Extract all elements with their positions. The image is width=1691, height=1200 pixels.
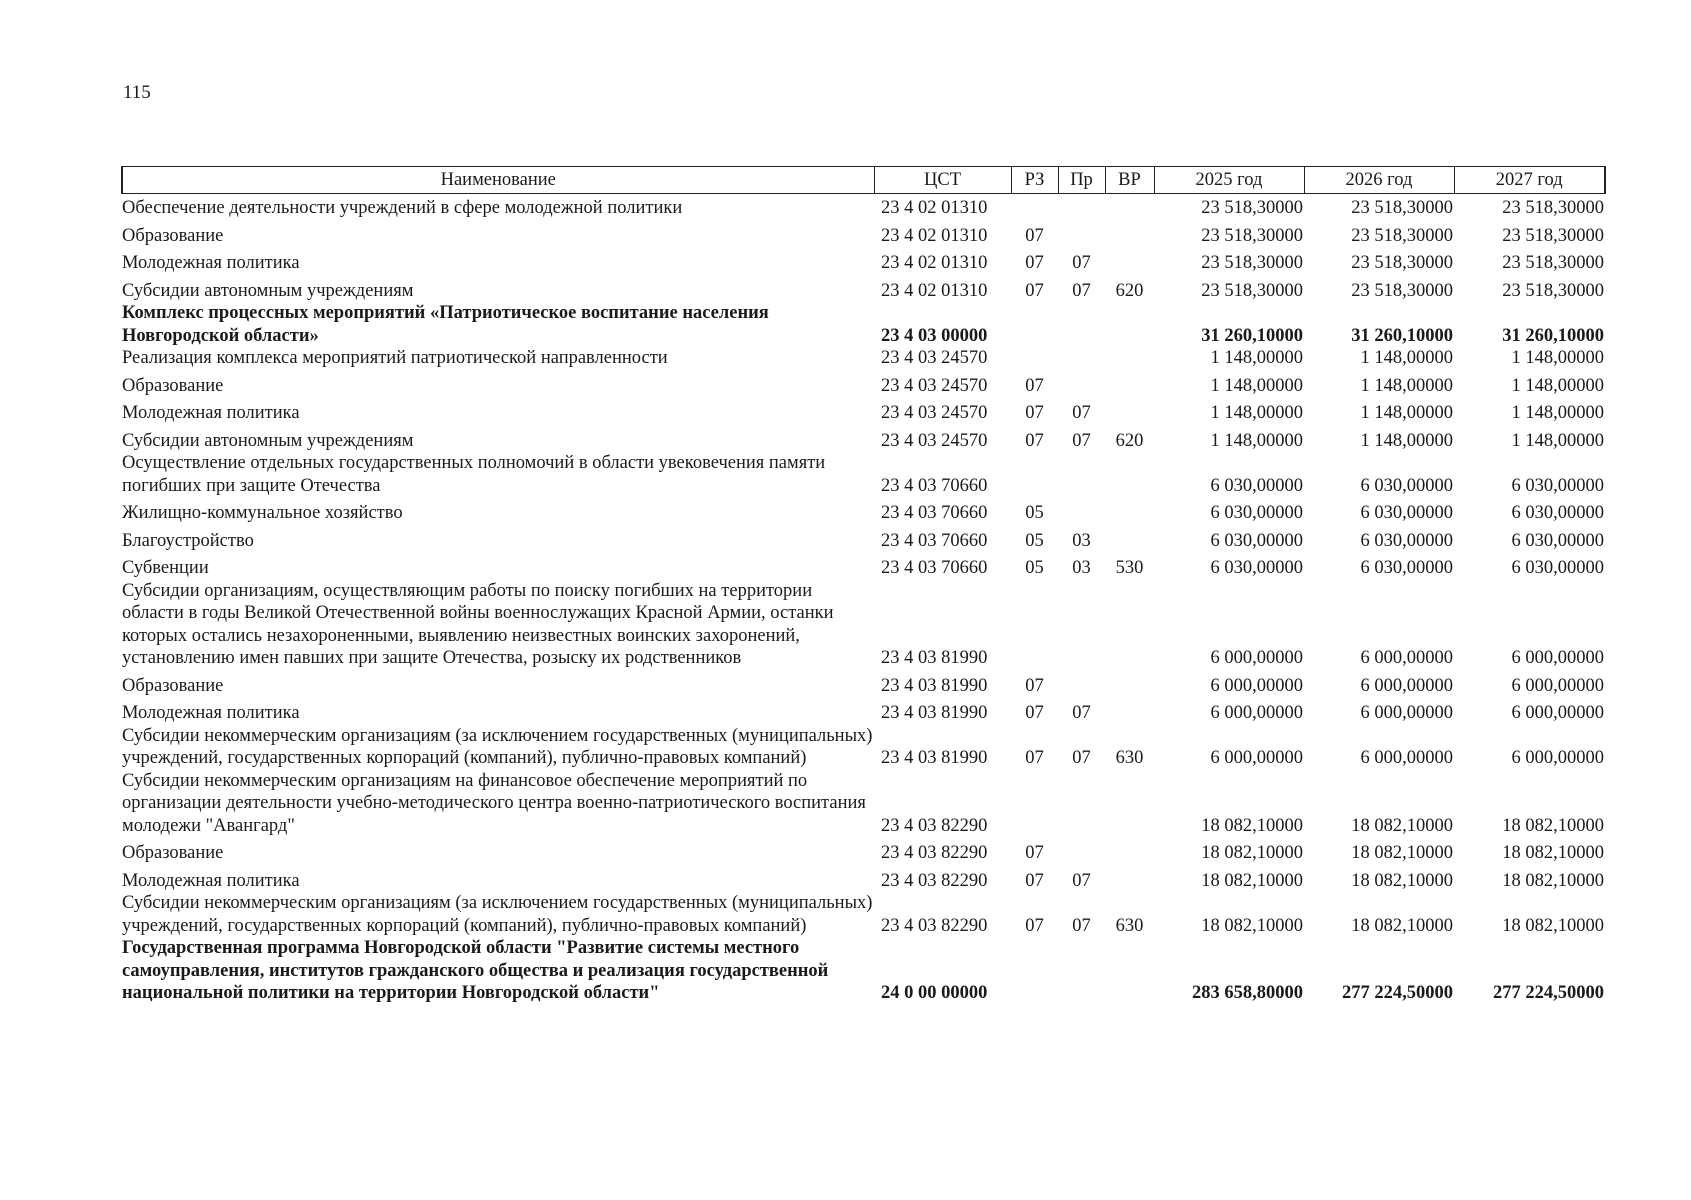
- row-vr: [1105, 302, 1154, 347]
- row-pr: 03: [1072, 558, 1091, 578]
- table-row: [122, 452, 1605, 497]
- row-value-2025: 18 082,10000: [1201, 915, 1303, 936]
- table-row: [122, 397, 1605, 425]
- row-value-2027: 31 260,10000: [1502, 325, 1604, 346]
- table-row: [122, 425, 1605, 453]
- row-vr: 530: [1115, 558, 1144, 578]
- row-cst: 23 4 03 81990: [881, 703, 988, 723]
- row-value-2025: 18 082,10000: [1201, 815, 1303, 836]
- row-value-2025: 18 082,10000: [1201, 870, 1303, 891]
- row-value-2025: 6 030,00000: [1210, 558, 1303, 578]
- row-pr: 07: [1072, 915, 1091, 936]
- row-name: Молодежная политика: [122, 703, 300, 723]
- row-value-2027: 6 030,00000: [1511, 558, 1604, 578]
- row-vr: [1105, 580, 1154, 670]
- row-pr: [1058, 580, 1105, 670]
- row-value-2027: 6 000,00000: [1511, 748, 1604, 768]
- row-rz: [1011, 580, 1058, 670]
- row-value-2026: 6 030,00000: [1360, 558, 1453, 578]
- table-row: [122, 275, 1605, 303]
- row-cst: 23 4 03 70660: [881, 530, 988, 551]
- row-value-2027: 277 224,50000: [1493, 983, 1604, 1003]
- table-row: [122, 370, 1605, 398]
- row-cst: 23 4 03 81990: [881, 748, 988, 768]
- row-value-2026: 18 082,10000: [1351, 815, 1453, 836]
- row-value-2025: 6 000,00000: [1210, 703, 1303, 723]
- table-row: [122, 525, 1605, 553]
- row-value-2025: 1 148,00000: [1210, 430, 1303, 451]
- row-pr: 03: [1072, 530, 1091, 551]
- row-pr: 07: [1072, 748, 1091, 768]
- row-value-2027: 18 082,10000: [1502, 815, 1604, 836]
- table-row: [122, 220, 1605, 248]
- table-row: [122, 697, 1605, 725]
- row-pr: 07: [1072, 430, 1091, 451]
- row-value-2027: 23 518,30000: [1502, 253, 1604, 273]
- row-vr: [1105, 865, 1154, 893]
- row-name: Комплекс процессных мероприятий «Патриотическое воспитание населения Новгородской области»: [122, 303, 769, 346]
- row-value-2025: 6 000,00000: [1210, 748, 1303, 768]
- row-rz: 07: [1025, 870, 1044, 891]
- row-pr: [1058, 194, 1105, 220]
- row-value-2025: 6 000,00000: [1210, 648, 1303, 668]
- row-pr: 07: [1072, 703, 1091, 723]
- header-vr: ВР: [1105, 167, 1154, 194]
- row-vr: 630: [1115, 915, 1144, 936]
- row-value-2026: 23 518,30000: [1351, 253, 1453, 273]
- row-name: Молодежная политика: [122, 870, 300, 891]
- row-vr: [1105, 452, 1154, 497]
- row-name: Осуществление отдельных государственных полномочий в области увековечения памяти погибших при защите Отечества: [122, 453, 826, 496]
- row-rz: [1011, 194, 1058, 220]
- row-vr: [1105, 697, 1154, 725]
- row-value-2026: 6 030,00000: [1360, 503, 1453, 523]
- row-rz: 05: [1025, 558, 1044, 578]
- table-row: [122, 347, 1605, 370]
- row-value-2027: 6 000,00000: [1511, 703, 1604, 723]
- table-row: [122, 770, 1605, 838]
- row-rz: [1011, 302, 1058, 347]
- row-pr: [1058, 220, 1105, 248]
- header-name: Наименование: [122, 167, 874, 194]
- row-rz: 07: [1025, 403, 1044, 423]
- row-vr: [1105, 397, 1154, 425]
- row-value-2025: 23 518,30000: [1201, 280, 1303, 301]
- table-row: [122, 670, 1605, 698]
- row-pr: [1058, 302, 1105, 347]
- row-value-2026: 6 000,00000: [1360, 648, 1453, 668]
- row-rz: 05: [1025, 530, 1044, 551]
- page-number: 115: [123, 82, 151, 103]
- row-vr: 620: [1115, 430, 1144, 451]
- row-vr: [1105, 837, 1154, 865]
- row-name: Субсидии некоммерческим организациям на финансовое обеспечение мероприятий по организации деятельности учебно-методического центра военно-патриотического воспитания молодежи "Авангард": [122, 770, 866, 836]
- header-2027: 2027 год: [1454, 167, 1605, 194]
- row-value-2027: 6 030,00000: [1511, 530, 1604, 551]
- row-value-2026: 23 518,30000: [1351, 198, 1453, 218]
- row-pr: [1058, 370, 1105, 398]
- row-name: Обеспечение деятельности учреждений в сфере молодежной политики: [122, 198, 683, 218]
- row-cst: 23 4 03 24570: [881, 403, 988, 423]
- table-row: [122, 302, 1605, 347]
- row-name: Субсидии некоммерческим организациям (за исключением государственных (муниципальных) учреждений, государственных корпораций (компаний), публично-правовых компаний): [122, 725, 873, 768]
- row-vr: [1105, 937, 1154, 1005]
- row-vr: [1105, 247, 1154, 275]
- row-cst: 23 4 03 70660: [881, 558, 988, 578]
- row-cst: 23 4 03 82290: [881, 815, 988, 836]
- row-pr: 07: [1072, 870, 1091, 891]
- row-name: Субсидии некоммерческим организациям (за исключением государственных (муниципальных) учреждений, государственных корпораций (компаний), публично-правовых компаний): [122, 893, 873, 936]
- row-rz: 07: [1025, 675, 1044, 696]
- row-value-2026: 23 518,30000: [1351, 280, 1453, 301]
- row-rz: 07: [1025, 430, 1044, 451]
- row-rz: 07: [1025, 375, 1044, 396]
- row-cst: 23 4 03 24570: [881, 430, 988, 451]
- row-rz: 07: [1025, 703, 1044, 723]
- row-cst: 23 4 03 00000: [881, 325, 988, 346]
- row-value-2026: 1 148,00000: [1360, 403, 1453, 423]
- row-vr: [1105, 770, 1154, 838]
- row-value-2025: 31 260,10000: [1201, 325, 1303, 346]
- row-name: Субвенции: [122, 558, 209, 578]
- row-pr: [1058, 937, 1105, 1005]
- row-name: Молодежная политика: [122, 403, 300, 423]
- row-value-2027: 18 082,10000: [1502, 843, 1604, 863]
- row-value-2026: 23 518,30000: [1351, 225, 1453, 246]
- row-value-2025: 1 148,00000: [1210, 403, 1303, 423]
- row-value-2026: 6 030,00000: [1360, 530, 1453, 551]
- row-value-2027: 18 082,10000: [1502, 870, 1604, 891]
- row-cst: 23 4 02 01310: [881, 225, 988, 246]
- row-rz: [1011, 937, 1058, 1005]
- row-value-2027: 6 000,00000: [1511, 675, 1604, 696]
- row-value-2027: 1 148,00000: [1511, 430, 1604, 451]
- row-name: Образование: [122, 225, 224, 246]
- row-value-2026: 6 000,00000: [1360, 748, 1453, 768]
- header-pr: Пр: [1058, 167, 1105, 194]
- row-value-2027: 1 148,00000: [1511, 403, 1604, 423]
- row-cst: 24 0 00 00000: [881, 983, 988, 1003]
- row-cst: 23 4 03 82290: [881, 843, 988, 863]
- table-row: [122, 552, 1605, 580]
- table-row: [122, 937, 1605, 1005]
- row-pr: [1058, 670, 1105, 698]
- row-cst: 23 4 03 24570: [881, 375, 988, 396]
- row-cst: 23 4 02 01310: [881, 280, 988, 301]
- row-name: Субсидии автономным учреждениям: [122, 280, 414, 301]
- row-cst: 23 4 03 24570: [881, 348, 988, 368]
- header-2026: 2026 год: [1304, 167, 1454, 194]
- row-value-2027: 1 148,00000: [1511, 375, 1604, 396]
- row-name: Субсидии организациям, осуществляющим работы по поиску погибших на территории области в годы Великой Отечественной войны военнослужащих Красной Армии, останки которых остались незахороненными, выявлению неизвестных воинских захоронений, установлению имен павших при защите Отечества, розыску их родственников: [122, 580, 834, 668]
- row-pr: 07: [1072, 253, 1091, 273]
- table-header: [122, 167, 1605, 194]
- header-2025: 2025 год: [1154, 167, 1304, 194]
- row-value-2027: 23 518,30000: [1502, 280, 1604, 301]
- row-vr: [1105, 497, 1154, 525]
- row-name: Образование: [122, 675, 224, 696]
- row-name: Молодежная политика: [122, 253, 300, 273]
- row-vr: [1105, 670, 1154, 698]
- row-pr: 07: [1072, 403, 1091, 423]
- table-row: [122, 892, 1605, 937]
- row-value-2026: 31 260,10000: [1351, 325, 1453, 346]
- row-value-2027: 23 518,30000: [1502, 225, 1604, 246]
- row-name: Образование: [122, 375, 224, 396]
- row-value-2026: 18 082,10000: [1351, 843, 1453, 863]
- row-pr: [1058, 347, 1105, 370]
- row-value-2026: 1 148,00000: [1360, 430, 1453, 451]
- row-name: Реализация комплекса мероприятий патриотической направленности: [122, 348, 668, 368]
- row-rz: [1011, 347, 1058, 370]
- row-value-2027: 18 082,10000: [1502, 915, 1604, 936]
- row-value-2026: 6 000,00000: [1360, 703, 1453, 723]
- row-rz: 07: [1025, 843, 1044, 863]
- row-name: Образование: [122, 843, 224, 863]
- row-value-2027: 1 148,00000: [1511, 348, 1604, 368]
- row-name: Субсидии автономным учреждениям: [122, 430, 414, 451]
- row-value-2026: 6 030,00000: [1360, 475, 1453, 496]
- row-value-2027: 23 518,30000: [1502, 198, 1604, 218]
- row-value-2025: 23 518,30000: [1201, 198, 1303, 218]
- row-value-2026: 1 148,00000: [1360, 348, 1453, 368]
- row-cst: 23 4 03 82290: [881, 915, 988, 936]
- row-value-2025: 6 000,00000: [1210, 675, 1303, 696]
- row-vr: 620: [1115, 280, 1144, 301]
- row-value-2025: 18 082,10000: [1201, 843, 1303, 863]
- row-value-2027: 6 000,00000: [1511, 648, 1604, 668]
- row-rz: 07: [1025, 225, 1044, 246]
- table-row: [122, 837, 1605, 865]
- row-value-2026: 18 082,10000: [1351, 915, 1453, 936]
- row-cst: 23 4 03 70660: [881, 475, 988, 496]
- row-rz: 07: [1025, 253, 1044, 273]
- row-value-2026: 6 000,00000: [1360, 675, 1453, 696]
- table-body: [122, 194, 1605, 1005]
- row-vr: [1105, 220, 1154, 248]
- row-rz: 07: [1025, 915, 1044, 936]
- row-value-2026: 18 082,10000: [1351, 870, 1453, 891]
- row-rz: 07: [1025, 748, 1044, 768]
- header-cst: ЦСТ: [874, 167, 1011, 194]
- row-value-2025: 6 030,00000: [1210, 530, 1303, 551]
- row-value-2025: 283 658,80000: [1192, 983, 1303, 1003]
- row-value-2027: 6 030,00000: [1511, 503, 1604, 523]
- table-row: [122, 725, 1605, 770]
- row-pr: 07: [1072, 280, 1091, 301]
- table-row: [122, 247, 1605, 275]
- row-cst: 23 4 03 82290: [881, 870, 988, 891]
- row-cst: 23 4 03 81990: [881, 648, 988, 668]
- row-vr: 630: [1115, 748, 1144, 768]
- row-cst: 23 4 02 01310: [881, 198, 988, 218]
- row-name: Благоустройство: [122, 530, 254, 551]
- budget-table: [121, 166, 1606, 1005]
- table-row: [122, 194, 1605, 220]
- row-value-2025: 6 030,00000: [1210, 503, 1303, 523]
- row-cst: 23 4 02 01310: [881, 253, 988, 273]
- row-name: Жилищно-коммунальное хозяйство: [122, 503, 403, 523]
- row-vr: [1105, 347, 1154, 370]
- row-value-2025: 1 148,00000: [1210, 375, 1303, 396]
- row-value-2027: 6 030,00000: [1511, 475, 1604, 496]
- row-pr: [1058, 452, 1105, 497]
- row-value-2026: 277 224,50000: [1342, 983, 1453, 1003]
- row-pr: [1058, 497, 1105, 525]
- row-cst: 23 4 03 70660: [881, 503, 988, 523]
- row-pr: [1058, 837, 1105, 865]
- header-rz: РЗ: [1011, 167, 1058, 194]
- row-rz: [1011, 770, 1058, 838]
- row-pr: [1058, 770, 1105, 838]
- row-value-2025: 1 148,00000: [1210, 348, 1303, 368]
- row-rz: 05: [1025, 503, 1044, 523]
- row-vr: [1105, 194, 1154, 220]
- row-rz: 07: [1025, 280, 1044, 301]
- row-value-2025: 23 518,30000: [1201, 225, 1303, 246]
- row-vr: [1105, 370, 1154, 398]
- row-cst: 23 4 03 81990: [881, 675, 988, 696]
- row-vr: [1105, 525, 1154, 553]
- row-rz: [1011, 452, 1058, 497]
- row-name: Государственная программа Новгородской области "Развитие системы местного самоуправления, институтов гражданского общества и реализация государственной национальной политики на территории Новгородской области": [122, 938, 829, 1003]
- table-row: [122, 497, 1605, 525]
- table-row: [122, 580, 1605, 670]
- table-row: [122, 865, 1605, 893]
- row-value-2026: 1 148,00000: [1360, 375, 1453, 396]
- row-value-2025: 23 518,30000: [1201, 253, 1303, 273]
- row-value-2025: 6 030,00000: [1210, 475, 1303, 496]
- header-row: [122, 167, 1605, 194]
